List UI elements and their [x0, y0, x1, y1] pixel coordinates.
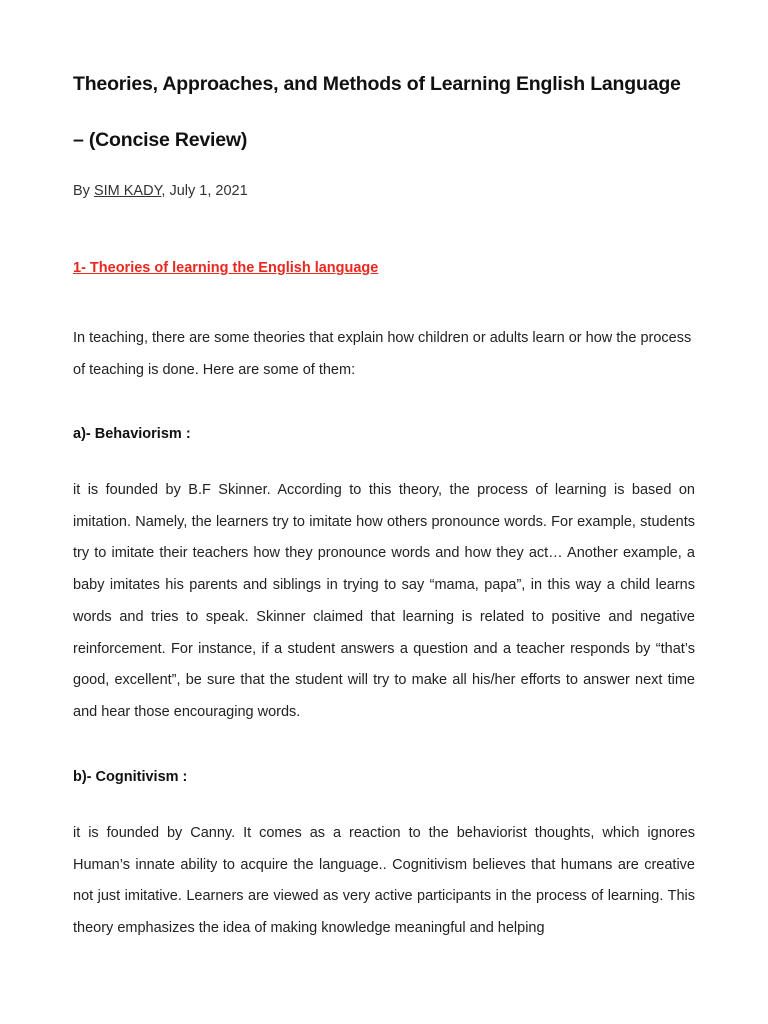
article-title: Theories, Approaches, and Methods of Learning English Language – (Concise Review) — [73, 73, 681, 151]
subheading-cognitivism: b)- Cognitivism : — [73, 769, 188, 785]
cognitivism-paragraph: it is founded by Canny. It comes as a reaction to the behaviorist thoughts, which ignores Human’s innate ability to acquire the language.. Cognitivism believes that humans are creative not just imitative. Learners are viewed as very active participants in the process of learning. This theory emphasizes the idea of making knowledge meaningful and helping — [73, 825, 695, 937]
byline — [73, 180, 248, 202]
byline-prefix: By — [73, 183, 94, 199]
behaviorism-paragraph: it is founded by B.F Skinner. According to this theory, the process of learning is based on imitation. Namely, the learners try to imitate how others pronounce words. For example, students try to imitate their teachers how they pronounce words and how they act… Another example, a baby imitates his parents and siblings in trying to say “mama, papa”, in this way a child learns words and tries to speak. Skinner claimed that learning is related to positive and negative reinforcement. For instance, if a student answers a question and a teacher responds by “that’s good, excellent”, be sure that the student will try to make all his/her efforts to answer next time and hear those encouraging words. — [73, 482, 695, 720]
publish-date: , July 1, 2021 — [161, 183, 248, 199]
section-heading-link[interactable]: 1- Theories of learning the English language — [73, 260, 379, 276]
subheading-behaviorism: a)- Behaviorism : — [73, 426, 191, 442]
intro-paragraph: In teaching, there are some theories that explain how children or adults learn or how the process of teaching is done. Here are some of them: — [73, 330, 692, 378]
author-link[interactable]: SIM KADY — [93, 183, 162, 199]
